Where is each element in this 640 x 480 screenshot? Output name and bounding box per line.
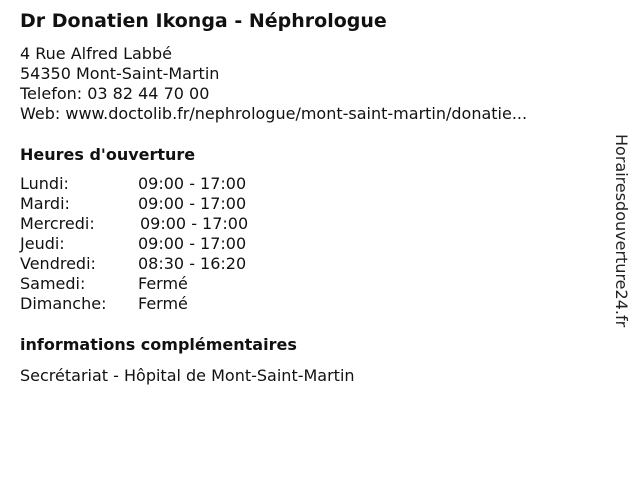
hours-time: 09:00 - 17:00 bbox=[138, 194, 247, 213]
hours-day: Mercredi: bbox=[20, 214, 95, 233]
hours-day: Dimanche: bbox=[20, 294, 107, 313]
hours-row-tuesday bbox=[20, 194, 320, 214]
hours-day: Mardi: bbox=[20, 194, 70, 213]
hours-table bbox=[20, 174, 320, 314]
hours-row-friday bbox=[20, 254, 320, 274]
hours-time: 09:00 - 17:00 bbox=[138, 174, 247, 193]
hours-day: Vendredi: bbox=[20, 254, 96, 273]
hours-day: Jeudi: bbox=[20, 234, 65, 253]
hours-day: Lundi: bbox=[20, 174, 69, 193]
hours-row-saturday bbox=[20, 274, 320, 294]
website-link[interactable]: Web: www.doctolib.fr/nephrologue/mont-saint-martin/donatie... bbox=[20, 104, 528, 123]
hours-row-sunday bbox=[20, 294, 320, 314]
hours-row-thursday bbox=[20, 234, 320, 254]
info-text: Secrétariat - Hôpital de Mont-Saint-Martin bbox=[20, 366, 355, 385]
hours-heading: Heures d'ouverture bbox=[20, 145, 196, 164]
watermark: Horairesdouverture24.fr bbox=[612, 134, 631, 328]
city-address: 54350 Mont-Saint-Martin bbox=[20, 64, 220, 83]
phone-number: Telefon: 03 82 44 70 00 bbox=[20, 84, 210, 103]
page-title: Dr Donatien Ikonga - Néphrologue bbox=[20, 10, 387, 32]
contact-block bbox=[20, 44, 527, 124]
hours-row-wednesday bbox=[20, 214, 320, 234]
hours-time: 09:00 - 17:00 bbox=[140, 214, 249, 233]
hours-time: Fermé bbox=[138, 294, 188, 313]
street-address: 4 Rue Alfred Labbé bbox=[20, 44, 172, 63]
hours-day: Samedi: bbox=[20, 274, 86, 293]
hours-row-monday bbox=[20, 174, 320, 194]
hours-time: 08:30 - 16:20 bbox=[138, 254, 247, 273]
hours-time: 09:00 - 17:00 bbox=[138, 234, 247, 253]
info-heading: informations complémentaires bbox=[20, 335, 297, 354]
hours-time: Fermé bbox=[138, 274, 188, 293]
